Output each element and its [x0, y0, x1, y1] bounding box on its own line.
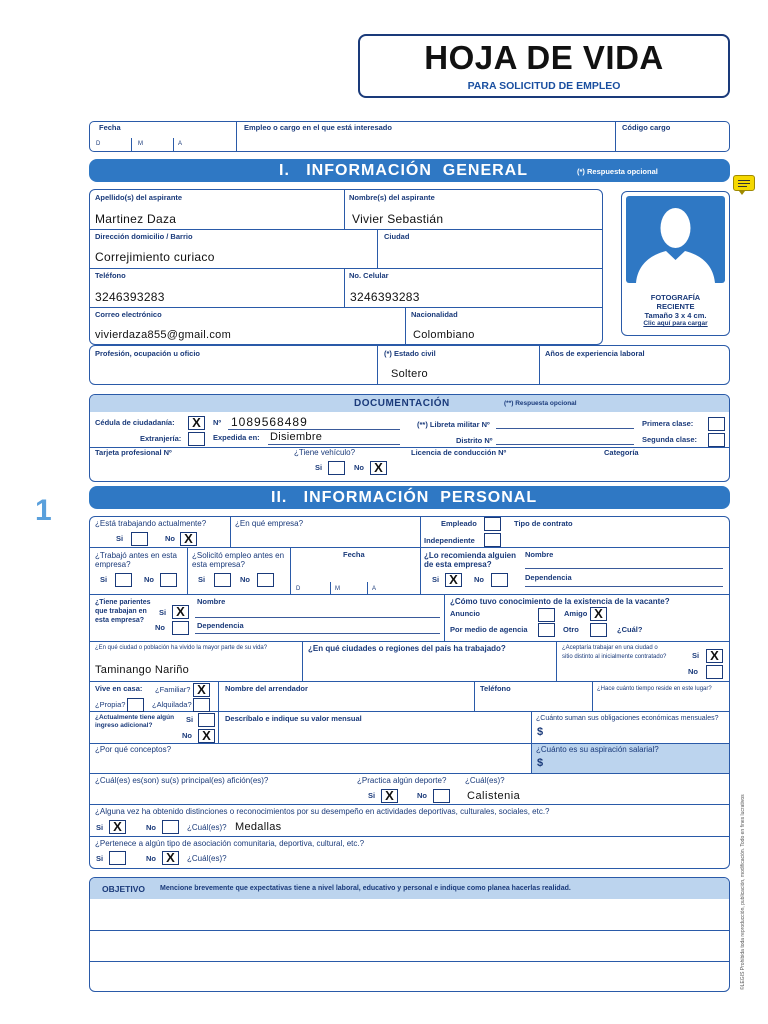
- vive-label: Vive en casa:: [95, 684, 143, 693]
- apellidos-label: Apellido(s) del aspirante: [95, 193, 183, 202]
- expedida-label: Expedida en:: [213, 433, 260, 442]
- trabajo-antes-si-checkbox[interactable]: [115, 573, 132, 587]
- parientes-no-checkbox[interactable]: [172, 621, 189, 635]
- vehiculo-si-label: Si: [315, 463, 323, 472]
- direccion-label: Dirección domicilio / Barrio: [95, 232, 193, 241]
- extranjeria-label: Extranjería:: [140, 434, 182, 443]
- parientes-si-label: Si: [159, 608, 167, 617]
- correo-label: Correo electrónico: [95, 310, 162, 319]
- empleo-label: Empleo o cargo en el que está interesado: [244, 123, 392, 132]
- propia-checkbox[interactable]: [127, 698, 144, 712]
- empleado-label: Empleado: [441, 519, 477, 528]
- amigo-checkbox[interactable]: X: [590, 607, 607, 621]
- obligaciones-dollar: $: [537, 726, 544, 738]
- fecha-m: M: [138, 141, 143, 147]
- trabajando-no-label: No: [165, 534, 175, 543]
- trabajando-si-label: Si: [116, 534, 124, 543]
- objetivo-line-2[interactable]: [89, 961, 730, 962]
- obligaciones-label: ¿Cuánto suman sus obligaciones económicas mensuales?: [536, 715, 719, 722]
- distinciones-value[interactable]: Medallas: [235, 821, 282, 833]
- photo-line1: FOTOGRAFÍA: [650, 293, 701, 302]
- estado-label: (*) Estado civil: [384, 349, 436, 358]
- nombres-value[interactable]: Vivier Sebastián: [352, 212, 444, 226]
- extranjeria-checkbox[interactable]: [188, 432, 205, 446]
- solicito-no-label: No: [240, 575, 250, 584]
- ingreso-no-checkbox[interactable]: X: [198, 729, 215, 743]
- deporte-no-checkbox[interactable]: [433, 789, 450, 803]
- distinciones-no-label: No: [146, 823, 156, 832]
- amigo-label: Amigo: [564, 609, 588, 618]
- ciudad-label: Ciudad: [384, 232, 410, 241]
- describalo-label: Descríbalo e indique su valor mensual: [225, 714, 362, 723]
- deporte-si-checkbox[interactable]: X: [381, 789, 398, 803]
- dependencia-label: Dependencia: [525, 573, 572, 582]
- trabajo-antes-label: ¿Trabajó antes en esta empresa?: [95, 551, 177, 569]
- objetivo-title: OBJETIVO: [102, 884, 145, 894]
- objetivo-frame: [89, 877, 730, 992]
- nacionalidad-value[interactable]: Colombiano: [413, 329, 475, 341]
- title-box: [358, 34, 730, 98]
- trabajo-antes-si-label: Si: [100, 575, 108, 584]
- profesion-label: Profesión, ocupación u oficio: [95, 349, 201, 358]
- asociacion-cual-label: ¿Cuál(es)?: [187, 854, 227, 863]
- segunda-label: Segunda clase:: [642, 435, 698, 444]
- ingreso-si-label: Si: [186, 715, 194, 724]
- correo-value[interactable]: vivierdaza855@gmail.com: [95, 329, 232, 341]
- recomienda-si-checkbox[interactable]: X: [445, 573, 462, 587]
- solicito-label: ¿Solicitó empleo antes en esta empresa?: [192, 551, 285, 569]
- telefono-value[interactable]: 3246393283: [95, 290, 165, 304]
- photo-upload-link[interactable]: Clic aquí para cargar: [643, 320, 708, 327]
- segunda-checkbox[interactable]: [708, 433, 725, 447]
- ciudades-trabajado-label: ¿En qué ciudades o regiones del país ha trabajado?: [308, 644, 506, 653]
- anuncio-label: Anuncio: [450, 609, 480, 618]
- solicito-si-checkbox[interactable]: [214, 573, 231, 587]
- trabajando-si-checkbox[interactable]: [131, 532, 148, 546]
- objetivo-line-1[interactable]: [89, 930, 730, 931]
- objetivo-header: [90, 878, 729, 899]
- tarjeta-label: Tarjeta profesional Nº: [95, 448, 172, 457]
- familiar-label: ¿Familiar?: [155, 685, 191, 694]
- distrito-label: Distrito Nº: [456, 436, 493, 445]
- photo-placeholder[interactable]: [621, 191, 730, 336]
- documentacion-title: DOCUMENTACIÓN: [354, 398, 450, 409]
- comment-icon[interactable]: [733, 175, 755, 191]
- documentacion-header: [90, 395, 729, 412]
- nacionalidad-label: Nacionalidad: [411, 310, 458, 319]
- cedula-value[interactable]: 1089568489: [231, 415, 308, 429]
- ingreso-label: ¿Actualmente tiene algún ingreso adicional?: [95, 714, 175, 729]
- parientes-label: ¿Tiene parientes que trabajan en esta empresa?: [95, 599, 151, 624]
- telefono2-label: Teléfono: [480, 684, 511, 693]
- objetivo-text: Mencione brevemente que expectativas tiene a nivel laboral, educativo y personal e indique como planea hacerlas realidad.: [160, 885, 571, 892]
- codigo-label: Código cargo: [622, 123, 671, 132]
- fecha2-m: M: [335, 586, 340, 592]
- empresa-label: ¿En qué empresa?: [235, 519, 304, 528]
- ingreso-no-label: No: [182, 731, 192, 740]
- tiempo-label: ¿Hace cuánto tiempo reside en este lugar?: [597, 686, 712, 692]
- aceptaria-label-1: ¿Aceptaría trabajar en una ciudad o: [562, 645, 658, 651]
- trabajo-antes-no-checkbox[interactable]: [160, 573, 177, 587]
- trabajando-label: ¿Está trabajando actualmente?: [95, 519, 207, 528]
- ingreso-si-checkbox[interactable]: [198, 713, 215, 727]
- celular-value[interactable]: 3246393283: [350, 290, 420, 304]
- arrendador-label: Nombre del arrendador: [225, 684, 308, 693]
- aceptaria-no-checkbox[interactable]: [706, 665, 723, 679]
- distinciones-no-checkbox[interactable]: [162, 820, 179, 834]
- independiente-label: Independiente: [424, 536, 475, 545]
- celular-label: No. Celular: [349, 271, 389, 280]
- conocimiento-label: ¿Cómo tuvo conocimiento de la existencia de la vacante?: [450, 597, 670, 606]
- recomienda-si-label: Si: [432, 575, 440, 584]
- categoria-label: Categoría: [604, 448, 639, 457]
- anuncio-checkbox[interactable]: [538, 608, 555, 622]
- fecha-label: Fecha: [99, 123, 121, 132]
- section1-header: [89, 159, 730, 182]
- otro-checkbox[interactable]: [590, 623, 607, 637]
- nombres-label: Nombre(s) del aspirante: [349, 193, 435, 202]
- direccion-value[interactable]: Correjimiento curiaco: [95, 250, 215, 264]
- section1-title: I. INFORMACIÓN GENERAL: [279, 162, 528, 179]
- page-title: HOJA DE VIDA: [424, 39, 664, 76]
- parientes-no-label: No: [155, 623, 165, 632]
- agencia-label: Por medio de agencia: [450, 625, 528, 634]
- vehiculo-no-checkbox[interactable]: X: [370, 461, 387, 475]
- estado-value[interactable]: Soltero: [391, 368, 428, 380]
- anios-label: Años de experiencia laboral: [545, 349, 645, 358]
- contrato-label: Tipo de contrato: [514, 519, 573, 528]
- cedula-label: Cédula de ciudadanía:: [95, 418, 175, 427]
- fecha-d: D: [96, 141, 101, 147]
- recomienda-label: ¿Lo recomienda alguien de esta empresa?: [424, 551, 517, 569]
- ciudad-vivido-label: ¿En qué ciudad o población ha vivido la mayor parte de su vida?: [95, 645, 268, 651]
- cuales-label: ¿Cuál(es)?: [465, 776, 505, 785]
- fecha2-d: D: [296, 586, 301, 592]
- apellidos-value[interactable]: Martinez Daza: [95, 212, 177, 226]
- photo-line3: Tamaño 3 x 4 cm.: [644, 311, 707, 320]
- solicito-si-label: Si: [198, 575, 206, 584]
- fecha2-label: Fecha: [343, 550, 365, 559]
- numero-label: Nº: [213, 418, 222, 427]
- trabajando-no-checkbox[interactable]: X: [180, 532, 197, 546]
- nombre-label: Nombre: [525, 550, 554, 559]
- cedula-checkbox[interactable]: X: [188, 416, 205, 430]
- aceptaria-si-checkbox[interactable]: X: [706, 649, 723, 663]
- side-page-number: 1: [35, 494, 52, 527]
- deporte-si-label: Si: [368, 791, 376, 800]
- parientes-dependencia-label: Dependencia: [197, 621, 244, 630]
- aceptaria-label-2: sitio distinto al inicialmente contratado?: [562, 654, 667, 660]
- aceptaria-no-label: No: [688, 667, 698, 676]
- person-silhouette-icon: [626, 196, 725, 283]
- alquilada-label: ¿Alquilada?: [152, 700, 192, 709]
- vehiculo-si-checkbox[interactable]: [328, 461, 345, 475]
- solicito-no-checkbox[interactable]: [257, 573, 274, 587]
- fecha2-a: A: [372, 586, 377, 592]
- section2-header: [89, 486, 730, 509]
- parientes-si-checkbox[interactable]: X: [172, 605, 189, 619]
- parientes-nombre-label: Nombre: [197, 597, 226, 606]
- aficiones-label: ¿Cuál(es) es(son) su(s) principal(es) afición(es)?: [95, 776, 269, 785]
- aspiracion-dollar: $: [537, 757, 544, 769]
- section1-note: (*) Respuesta opcional: [577, 167, 658, 176]
- vehiculo-no-label: No: [354, 463, 364, 472]
- conceptos-label: ¿Por qué conceptos?: [95, 745, 172, 754]
- deporte-no-label: No: [417, 791, 427, 800]
- propia-label: ¿Propia?: [95, 700, 126, 709]
- trabajo-antes-no-label: No: [144, 575, 154, 584]
- fecha-a: A: [178, 141, 183, 147]
- cual-label: ¿Cuál?: [617, 625, 643, 634]
- empleado-checkbox[interactable]: [484, 517, 501, 531]
- vertical-copyright: ©LEGIS Prohibida toda reproducción, publicación, modificación. Todo en fines lucrativos: [740, 794, 746, 990]
- distinciones-cual-label: ¿Cuál(es)?: [187, 823, 227, 832]
- recomienda-no-label: No: [474, 575, 484, 584]
- page-subtitle: PARA SOLICITUD DE EMPLEO: [467, 80, 621, 92]
- otro-label: Otro: [563, 625, 579, 634]
- recomienda-no-checkbox[interactable]: [491, 573, 508, 587]
- aceptaria-si-label: Si: [692, 651, 700, 660]
- deporte-label: ¿Practica algún deporte?: [357, 776, 447, 785]
- asociacion-no-checkbox[interactable]: X: [162, 851, 179, 865]
- asociacion-si-checkbox[interactable]: [109, 851, 126, 865]
- asociacion-si-label: Si: [96, 854, 104, 863]
- asociacion-label: ¿Pertenece a algún tipo de asociación comunitaria, deportiva, cultural, etc.?: [95, 839, 365, 848]
- familiar-checkbox[interactable]: X: [193, 683, 210, 697]
- aspiracion-label: ¿Cuánto es su aspiración salarial?: [536, 745, 659, 754]
- independiente-checkbox[interactable]: [484, 533, 501, 547]
- asociacion-no-label: No: [146, 854, 156, 863]
- distinciones-si-label: Si: [96, 823, 104, 832]
- documentacion-note: (**) Respuesta opcional: [504, 400, 577, 407]
- telefono-label: Teléfono: [95, 271, 126, 280]
- primera-checkbox[interactable]: [708, 417, 725, 431]
- section2-title: II. INFORMACIÓN PERSONAL: [271, 489, 538, 506]
- vehiculo-label: ¿Tiene vehículo?: [294, 448, 356, 457]
- expedida-value[interactable]: Disiembre: [270, 431, 323, 443]
- licencia-label: Licencia de conducción Nº: [411, 448, 507, 457]
- ciudad-vivido-value[interactable]: Taminango Nariño: [95, 664, 190, 676]
- primera-label: Primera clase:: [642, 419, 694, 428]
- distinciones-label: ¿Alguna vez ha obtenido distinciones o reconocimientos por su desempeño en actividades deportivas, culturales, sociales, etc.?: [95, 807, 550, 816]
- documentacion-frame: [89, 394, 730, 482]
- agencia-checkbox[interactable]: [538, 623, 555, 637]
- photo-line2: RECIENTE: [656, 302, 695, 311]
- libreta-label: (**) Libreta militar Nº: [417, 420, 490, 429]
- alquilada-checkbox[interactable]: [193, 698, 210, 712]
- deporte-value[interactable]: Calistenia: [467, 790, 521, 802]
- distinciones-si-checkbox[interactable]: X: [109, 820, 126, 834]
